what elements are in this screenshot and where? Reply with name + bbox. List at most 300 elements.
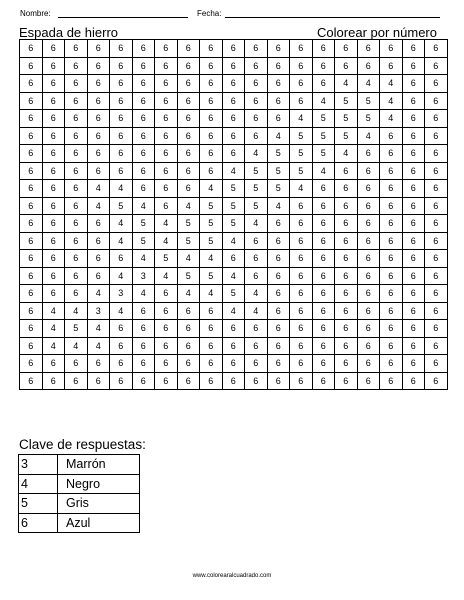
grid-row <box>20 197 448 215</box>
grid-cell: 6 <box>380 162 403 180</box>
grid-cell: 4 <box>132 285 155 303</box>
grid-cell: 6 <box>177 372 200 390</box>
grid-cell: 4 <box>87 320 110 338</box>
grid-row <box>20 232 448 250</box>
grid-cell: 6 <box>65 110 88 128</box>
grid-row <box>20 320 448 338</box>
grid-cell: 6 <box>222 372 245 390</box>
grid-cell: 6 <box>110 250 133 268</box>
grid-cell: 6 <box>335 162 358 180</box>
grid-cell: 5 <box>65 320 88 338</box>
grid-cell: 6 <box>245 250 268 268</box>
grid-cell: 6 <box>425 302 448 320</box>
grid-cell: 6 <box>357 197 380 215</box>
grid-cell: 6 <box>155 145 178 163</box>
grid-cell: 6 <box>425 110 448 128</box>
grid-cell: 6 <box>42 197 65 215</box>
grid-cell: 6 <box>222 337 245 355</box>
grid-row <box>20 302 448 320</box>
grid-cell: 6 <box>20 92 43 110</box>
grid-cell: 6 <box>425 180 448 198</box>
grid-cell: 6 <box>110 162 133 180</box>
grid-row <box>20 355 448 373</box>
grid-row <box>20 285 448 303</box>
grid-cell: 5 <box>245 197 268 215</box>
grid-cell: 6 <box>177 180 200 198</box>
grid-cell: 6 <box>110 92 133 110</box>
grid-cell: 5 <box>290 162 313 180</box>
grid-row <box>20 57 448 75</box>
grid-cell: 6 <box>177 302 200 320</box>
grid-cell: 6 <box>402 40 425 58</box>
grid-cell: 6 <box>177 145 200 163</box>
grid-cell: 6 <box>20 285 43 303</box>
grid-cell: 6 <box>87 110 110 128</box>
grid-cell: 6 <box>425 197 448 215</box>
grid-cell: 6 <box>335 215 358 233</box>
grid-cell: 4 <box>87 337 110 355</box>
grid-cell: 6 <box>177 337 200 355</box>
grid-cell: 6 <box>267 337 290 355</box>
grid-cell: 6 <box>42 162 65 180</box>
grid-cell: 6 <box>267 302 290 320</box>
grid-cell: 6 <box>42 40 65 58</box>
grid-cell: 5 <box>177 267 200 285</box>
grid-cell: 4 <box>245 302 268 320</box>
grid-cell: 6 <box>177 57 200 75</box>
grid-cell: 6 <box>312 337 335 355</box>
grid-cell: 6 <box>177 127 200 145</box>
grid-row <box>20 180 448 198</box>
grid-cell: 6 <box>132 145 155 163</box>
grid-cell: 6 <box>267 285 290 303</box>
grid-cell: 6 <box>267 75 290 93</box>
grid-cell: 6 <box>155 127 178 145</box>
grid-cell: 4 <box>290 180 313 198</box>
grid-cell: 6 <box>20 75 43 93</box>
grid-cell: 5 <box>132 232 155 250</box>
grid-cell: 6 <box>200 372 223 390</box>
grid-cell: 6 <box>155 320 178 338</box>
grid-cell: 4 <box>110 302 133 320</box>
grid-cell: 6 <box>335 57 358 75</box>
grid-cell: 6 <box>42 180 65 198</box>
answer-key-row <box>19 474 140 494</box>
grid-cell: 6 <box>177 110 200 128</box>
grid-cell: 6 <box>312 215 335 233</box>
grid-cell: 5 <box>222 197 245 215</box>
grid-cell: 6 <box>357 232 380 250</box>
grid-cell: 6 <box>290 197 313 215</box>
grid-cell: 6 <box>267 40 290 58</box>
grid-cell: 6 <box>335 232 358 250</box>
grid-cell: 5 <box>312 145 335 163</box>
grid-cell: 6 <box>132 320 155 338</box>
grid-cell: 6 <box>65 250 88 268</box>
grid-cell: 6 <box>312 372 335 390</box>
grid-cell: 6 <box>267 267 290 285</box>
grid-cell: 6 <box>42 57 65 75</box>
grid-cell: 6 <box>357 57 380 75</box>
grid-cell: 6 <box>20 162 43 180</box>
grid-cell: 6 <box>245 110 268 128</box>
grid-cell: 6 <box>335 337 358 355</box>
grid-cell: 6 <box>20 145 43 163</box>
grid-cell: 6 <box>267 215 290 233</box>
grid-cell: 6 <box>200 127 223 145</box>
grid-row <box>20 215 448 233</box>
grid-cell: 6 <box>42 215 65 233</box>
grid-cell: 6 <box>335 302 358 320</box>
grid-cell: 6 <box>155 110 178 128</box>
grid-cell: 6 <box>380 145 403 163</box>
grid-cell: 6 <box>290 92 313 110</box>
grid-cell: 6 <box>335 180 358 198</box>
grid-cell: 4 <box>222 267 245 285</box>
grid-cell: 6 <box>110 127 133 145</box>
grid-cell: 5 <box>267 162 290 180</box>
grid-cell: 6 <box>357 162 380 180</box>
grid-cell: 6 <box>425 232 448 250</box>
grid-row <box>20 145 448 163</box>
grid-cell: 6 <box>425 162 448 180</box>
worksheet-title: Espada de hierro <box>19 25 119 40</box>
grid-cell: 6 <box>222 57 245 75</box>
grid-cell: 6 <box>425 250 448 268</box>
grid-cell: 6 <box>402 92 425 110</box>
grid-cell: 4 <box>42 302 65 320</box>
grid-cell: 6 <box>312 40 335 58</box>
grid-cell: 6 <box>65 40 88 58</box>
grid-cell: 6 <box>65 92 88 110</box>
grid-cell: 6 <box>20 372 43 390</box>
grid-cell: 6 <box>222 355 245 373</box>
grid-cell: 6 <box>245 267 268 285</box>
grid-cell: 6 <box>402 197 425 215</box>
grid-cell: 4 <box>42 320 65 338</box>
grid-cell: 5 <box>290 127 313 145</box>
grid-cell: 6 <box>110 57 133 75</box>
grid-cell: 6 <box>357 320 380 338</box>
grid-cell: 6 <box>402 250 425 268</box>
grid-cell: 6 <box>380 302 403 320</box>
grid-cell: 6 <box>425 215 448 233</box>
grid-cell: 5 <box>200 197 223 215</box>
grid-cell: 6 <box>380 320 403 338</box>
grid-cell: 6 <box>245 372 268 390</box>
grid-cell: 6 <box>155 337 178 355</box>
answer-key-color: Gris <box>58 494 140 514</box>
grid-cell: 5 <box>177 232 200 250</box>
grid-cell: 6 <box>290 232 313 250</box>
answer-key-title: Clave de respuestas: <box>19 437 146 452</box>
grid-cell: 6 <box>132 372 155 390</box>
grid-cell: 6 <box>87 75 110 93</box>
grid-cell: 4 <box>87 197 110 215</box>
answer-key-table <box>18 454 140 533</box>
grid-cell: 6 <box>87 267 110 285</box>
grid-cell: 6 <box>200 145 223 163</box>
grid-cell: 6 <box>110 40 133 58</box>
grid-cell: 6 <box>267 355 290 373</box>
grid-cell: 6 <box>380 355 403 373</box>
grid-cell: 6 <box>335 285 358 303</box>
grid-cell: 6 <box>110 372 133 390</box>
grid-cell: 5 <box>200 215 223 233</box>
grid-cell: 6 <box>335 372 358 390</box>
grid-cell: 6 <box>155 57 178 75</box>
grid-cell: 6 <box>402 232 425 250</box>
grid-row <box>20 75 448 93</box>
grid-cell: 6 <box>87 355 110 373</box>
grid-cell: 6 <box>20 197 43 215</box>
grid-cell: 6 <box>177 320 200 338</box>
grid-cell: 4 <box>177 250 200 268</box>
footer-url: www.colorearalcuadrado.com <box>192 573 272 579</box>
grid-cell: 5 <box>200 232 223 250</box>
grid-cell: 5 <box>312 127 335 145</box>
grid-cell: 6 <box>20 337 43 355</box>
grid-cell: 6 <box>245 57 268 75</box>
grid-cell: 5 <box>222 285 245 303</box>
grid-cell: 6 <box>42 145 65 163</box>
grid-cell: 6 <box>402 162 425 180</box>
grid-row <box>20 40 448 58</box>
grid-cell: 6 <box>312 355 335 373</box>
grid-cell: 6 <box>65 215 88 233</box>
grid-cell: 4 <box>87 180 110 198</box>
grid-cell: 6 <box>155 180 178 198</box>
grid-row <box>20 92 448 110</box>
grid-cell: 6 <box>380 127 403 145</box>
grid-cell: 5 <box>357 92 380 110</box>
grid-cell: 6 <box>380 267 403 285</box>
grid-cell: 6 <box>245 320 268 338</box>
grid-cell: 6 <box>245 92 268 110</box>
grid-cell: 6 <box>245 337 268 355</box>
grid-cell: 6 <box>155 75 178 93</box>
grid-cell: 6 <box>222 320 245 338</box>
grid-cell: 6 <box>357 40 380 58</box>
grid-cell: 6 <box>42 127 65 145</box>
grid-cell: 6 <box>132 110 155 128</box>
grid-row <box>20 372 448 390</box>
grid-cell: 6 <box>357 372 380 390</box>
grid-cell: 6 <box>110 75 133 93</box>
grid-cell: 6 <box>132 302 155 320</box>
grid-cell: 6 <box>42 267 65 285</box>
grid-cell: 4 <box>132 250 155 268</box>
grid-cell: 6 <box>65 285 88 303</box>
grid-cell: 6 <box>402 180 425 198</box>
grid-cell: 6 <box>425 57 448 75</box>
name-label: Nombre: <box>20 9 51 18</box>
grid-cell: 5 <box>245 162 268 180</box>
grid-cell: 6 <box>20 267 43 285</box>
grid-cell: 6 <box>245 40 268 58</box>
grid-cell: 6 <box>402 75 425 93</box>
grid-cell: 5 <box>335 110 358 128</box>
grid-cell: 6 <box>335 197 358 215</box>
name-line <box>58 17 188 18</box>
grid-cell: 6 <box>132 127 155 145</box>
grid-cell: 6 <box>155 197 178 215</box>
grid-cell: 6 <box>200 92 223 110</box>
grid-cell: 4 <box>155 232 178 250</box>
grid-cell: 4 <box>222 162 245 180</box>
grid-cell: 6 <box>425 355 448 373</box>
grid-cell: 6 <box>177 92 200 110</box>
grid-cell: 6 <box>312 232 335 250</box>
grid-cell: 6 <box>425 127 448 145</box>
grid-cell: 6 <box>42 232 65 250</box>
grid-cell: 6 <box>132 180 155 198</box>
grid-cell: 6 <box>290 40 313 58</box>
grid-cell: 6 <box>290 337 313 355</box>
grid-cell: 6 <box>42 110 65 128</box>
grid-cell: 4 <box>200 180 223 198</box>
grid-cell: 6 <box>87 162 110 180</box>
grid-cell: 6 <box>20 215 43 233</box>
grid-cell: 4 <box>245 285 268 303</box>
grid-row <box>20 110 448 128</box>
grid-cell: 6 <box>267 372 290 390</box>
grid-cell: 6 <box>65 355 88 373</box>
grid-cell: 6 <box>20 180 43 198</box>
grid-cell: 6 <box>132 337 155 355</box>
grid-cell: 6 <box>267 320 290 338</box>
grid-cell: 6 <box>110 320 133 338</box>
grid-cell: 6 <box>290 320 313 338</box>
grid-cell: 4 <box>87 285 110 303</box>
grid-cell: 4 <box>357 127 380 145</box>
grid-cell: 6 <box>110 337 133 355</box>
grid-cell: 4 <box>267 197 290 215</box>
grid-cell: 6 <box>20 302 43 320</box>
grid-cell: 6 <box>312 302 335 320</box>
grid-cell: 6 <box>267 110 290 128</box>
grid-cell: 6 <box>20 127 43 145</box>
grid-cell: 6 <box>402 285 425 303</box>
grid-cell: 4 <box>110 180 133 198</box>
grid-cell: 4 <box>110 215 133 233</box>
grid-cell: 6 <box>357 250 380 268</box>
grid-cell: 6 <box>87 145 110 163</box>
answer-key-row <box>19 455 140 475</box>
grid-cell: 6 <box>290 372 313 390</box>
grid-cell: 6 <box>380 250 403 268</box>
grid-cell: 6 <box>20 110 43 128</box>
grid-cell: 5 <box>335 92 358 110</box>
grid-cell: 4 <box>177 285 200 303</box>
grid-cell: 6 <box>200 355 223 373</box>
grid-cell: 6 <box>380 337 403 355</box>
grid-cell: 6 <box>155 92 178 110</box>
grid-cell: 4 <box>200 285 223 303</box>
grid-cell: 6 <box>132 75 155 93</box>
grid-cell: 6 <box>380 232 403 250</box>
grid-cell: 6 <box>380 40 403 58</box>
grid-cell: 6 <box>200 302 223 320</box>
grid-cell: 6 <box>200 75 223 93</box>
grid-cell: 6 <box>267 92 290 110</box>
grid-cell: 4 <box>312 162 335 180</box>
grid-cell: 6 <box>222 127 245 145</box>
grid-cell: 6 <box>357 337 380 355</box>
grid-cell: 6 <box>222 40 245 58</box>
grid-cell: 6 <box>177 40 200 58</box>
grid-cell: 6 <box>357 145 380 163</box>
grid-cell: 4 <box>245 215 268 233</box>
grid-cell: 6 <box>200 320 223 338</box>
grid-cell: 6 <box>312 285 335 303</box>
grid-cell: 5 <box>222 180 245 198</box>
answer-key-color: Azul <box>58 513 140 533</box>
grid-cell: 4 <box>110 267 133 285</box>
grid-cell: 6 <box>65 145 88 163</box>
grid-cell: 6 <box>20 250 43 268</box>
grid-cell: 6 <box>402 372 425 390</box>
grid-cell: 6 <box>402 320 425 338</box>
grid-cell: 6 <box>335 250 358 268</box>
grid-cell: 6 <box>425 267 448 285</box>
grid-cell: 5 <box>335 127 358 145</box>
grid-cell: 5 <box>200 267 223 285</box>
grid-cell: 4 <box>380 110 403 128</box>
grid-cell: 6 <box>425 372 448 390</box>
grid-cell: 4 <box>155 267 178 285</box>
grid-cell: 6 <box>65 127 88 145</box>
grid-cell: 6 <box>245 355 268 373</box>
grid-cell: 6 <box>357 180 380 198</box>
answer-key-number: 4 <box>19 474 58 494</box>
grid-cell: 6 <box>335 40 358 58</box>
grid-cell: 6 <box>267 250 290 268</box>
grid-cell: 4 <box>290 110 313 128</box>
grid-cell: 6 <box>380 57 403 75</box>
grid-cell: 6 <box>110 355 133 373</box>
grid-cell: 6 <box>132 355 155 373</box>
answer-key-color: Marrón <box>58 455 140 475</box>
grid-cell: 5 <box>110 197 133 215</box>
grid-cell: 6 <box>200 57 223 75</box>
grid-cell: 4 <box>222 232 245 250</box>
grid-cell: 6 <box>402 267 425 285</box>
grid-cell: 6 <box>380 215 403 233</box>
grid-cell: 6 <box>312 250 335 268</box>
grid-cell: 6 <box>42 285 65 303</box>
grid-cell: 5 <box>357 110 380 128</box>
grid-cell: 6 <box>87 92 110 110</box>
grid-cell: 6 <box>245 75 268 93</box>
grid-cell: 6 <box>87 215 110 233</box>
grid-cell: 6 <box>425 337 448 355</box>
grid-cell: 6 <box>267 57 290 75</box>
grid-cell: 6 <box>357 302 380 320</box>
grid-cell: 6 <box>402 337 425 355</box>
grid-cell: 6 <box>402 302 425 320</box>
grid-cell: 5 <box>290 145 313 163</box>
grid-cell: 6 <box>402 355 425 373</box>
grid-cell: 4 <box>42 337 65 355</box>
grid-cell: 6 <box>425 92 448 110</box>
grid-cell: 6 <box>290 250 313 268</box>
grid-cell: 6 <box>200 337 223 355</box>
grid-cell: 6 <box>42 355 65 373</box>
grid-cell: 6 <box>222 110 245 128</box>
grid-cell: 6 <box>20 320 43 338</box>
grid-cell: 6 <box>312 197 335 215</box>
